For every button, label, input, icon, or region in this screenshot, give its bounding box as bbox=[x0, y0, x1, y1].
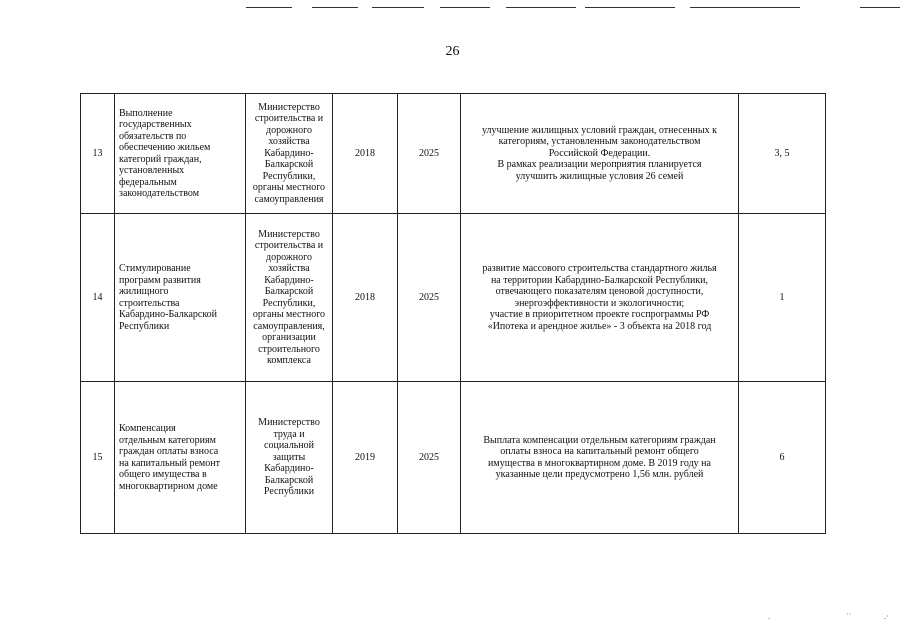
indicators: 1 bbox=[739, 214, 826, 382]
row-number: 14 bbox=[81, 214, 115, 382]
expected-result: развитие массового строительства стандартного жилья на территории Кабардино-Балкарской Республики, отвечающего показателям ценовой доступности, энергоэффективности и экологичности; участие в приоритетном проекте госпрограммы РФ «Ипотека и арендное жилье» - 3 объекта на 2018 год bbox=[461, 214, 739, 382]
start-year: 2019 bbox=[333, 382, 398, 534]
top-rule-6 bbox=[585, 7, 675, 8]
start-year: 2018 bbox=[333, 214, 398, 382]
top-rule-5 bbox=[506, 7, 576, 8]
scan-speck: ˙˙ bbox=[846, 612, 852, 621]
table-row bbox=[81, 94, 826, 214]
scan-speck: . bbox=[768, 612, 770, 621]
page-number: 26 bbox=[445, 44, 460, 59]
top-rule-3 bbox=[372, 7, 424, 8]
expected-result: улучшение жилищных условий граждан, отнесенных к категориям, установленным законодательством Российской Федерации. В рамках реализации мероприятия планируется улучшить жилищные условия 26 семей bbox=[461, 94, 739, 214]
measure-name: Выполнение государственных обязательств по обеспечению жильем категорий граждан, установленных федеральным законодательством bbox=[115, 94, 246, 214]
indicators: 6 bbox=[739, 382, 826, 534]
start-year: 2018 bbox=[333, 94, 398, 214]
table-row bbox=[81, 382, 826, 534]
row-number: 13 bbox=[81, 94, 115, 214]
indicators: 3, 5 bbox=[739, 94, 826, 214]
expected-result: Выплата компенсации отдельным категориям граждан оплаты взноса на капитальный ремонт общего имущества в многоквартирном доме. В 2019 году на указанные цели предусмотрено 1,56 млн. рублей bbox=[461, 382, 739, 534]
top-rule-4 bbox=[440, 7, 490, 8]
top-rule-8 bbox=[860, 7, 900, 8]
top-rule-7 bbox=[690, 7, 800, 8]
measures-table bbox=[80, 93, 826, 534]
end-year: 2025 bbox=[398, 94, 461, 214]
scan-speck: .· bbox=[884, 612, 889, 621]
executor: Министерство строительства и дорожного хозяйства Кабардино- Балкарской Республики, органы местного самоуправления bbox=[246, 94, 333, 214]
table-row bbox=[81, 214, 826, 382]
top-rule-1 bbox=[246, 7, 292, 8]
end-year: 2025 bbox=[398, 382, 461, 534]
measure-name: Стимулирование программ развития жилищного строительства Кабардино-Балкарской Республики bbox=[115, 214, 246, 382]
end-year: 2025 bbox=[398, 214, 461, 382]
row-number: 15 bbox=[81, 382, 115, 534]
top-rule-2 bbox=[312, 7, 358, 8]
measure-name: Компенсация отдельным категориям граждан оплаты взноса на капитальный ремонт общего имущества в многоквартирном доме bbox=[115, 382, 246, 534]
executor: Министерство труда и социальной защиты Кабардино- Балкарской Республики bbox=[246, 382, 333, 534]
executor: Министерство строительства и дорожного хозяйства Кабардино- Балкарской Республики, органы местного самоуправления, организации строительного комплекса bbox=[246, 214, 333, 382]
